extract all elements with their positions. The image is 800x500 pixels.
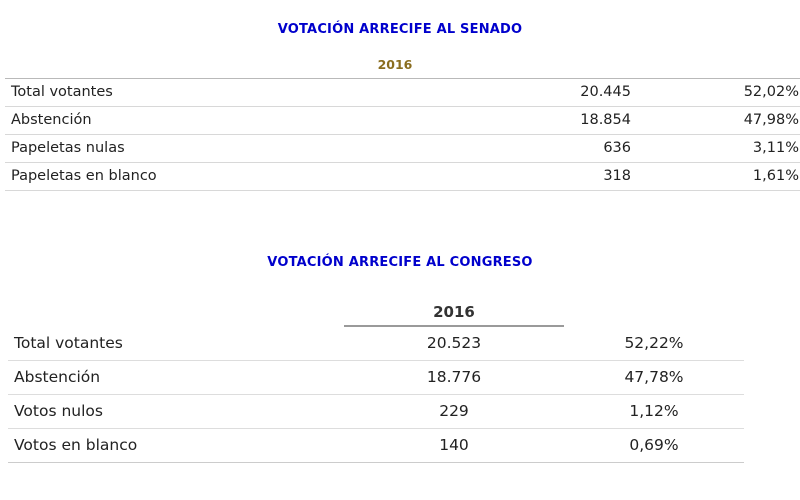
table-row: [8, 429, 744, 463]
table-row: [8, 361, 744, 395]
table-row: [5, 163, 800, 191]
senado-table-body: [5, 79, 800, 191]
row-percent: 47,98%: [639, 107, 800, 135]
header-blank-left: [8, 296, 344, 326]
senado-title: VOTACIÓN ARRECIFE AL SENADO: [277, 22, 523, 37]
row-label: Total votantes: [8, 326, 344, 361]
row-label: Papeletas en blanco: [5, 163, 431, 191]
table-row: [8, 395, 744, 429]
row-label: Abstención: [5, 107, 431, 135]
table-row: [5, 135, 800, 163]
congreso-year-header: 2016: [344, 296, 564, 326]
senado-section: [0, 0, 800, 191]
senado-year-header: 2016: [377, 57, 413, 72]
row-value: 20.523: [344, 326, 564, 361]
row-percent: 3,11%: [639, 135, 800, 163]
congreso-table: [8, 296, 744, 463]
congreso-table-body: [8, 326, 744, 463]
row-value: 229: [344, 395, 564, 429]
row-value: 636: [431, 135, 639, 163]
senado-table: [5, 78, 800, 191]
row-value: 318: [431, 163, 639, 191]
row-label: Votos nulos: [8, 395, 344, 429]
row-percent: 1,61%: [639, 163, 800, 191]
row-percent: 47,78%: [564, 361, 744, 395]
row-value: 20.445: [431, 79, 639, 107]
row-percent: 52,22%: [564, 326, 744, 361]
table-row: [5, 107, 800, 135]
congreso-section: [0, 245, 800, 463]
congreso-title: VOTACIÓN ARRECIFE AL CONGRESO: [267, 255, 533, 270]
row-percent: 0,69%: [564, 429, 744, 463]
row-percent: 1,12%: [564, 395, 744, 429]
table-row: [5, 79, 800, 107]
congreso-table-head: [8, 296, 744, 326]
header-blank-right: [564, 296, 744, 326]
table-row: [8, 326, 744, 361]
row-label: Total votantes: [5, 79, 431, 107]
row-label: Abstención: [8, 361, 344, 395]
row-value: 140: [344, 429, 564, 463]
row-value: 18.854: [431, 107, 639, 135]
table-header-row: [8, 296, 744, 326]
row-percent: 52,02%: [639, 79, 800, 107]
row-label: Papeletas nulas: [5, 135, 431, 163]
row-label: Votos en blanco: [8, 429, 344, 463]
row-value: 18.776: [344, 361, 564, 395]
